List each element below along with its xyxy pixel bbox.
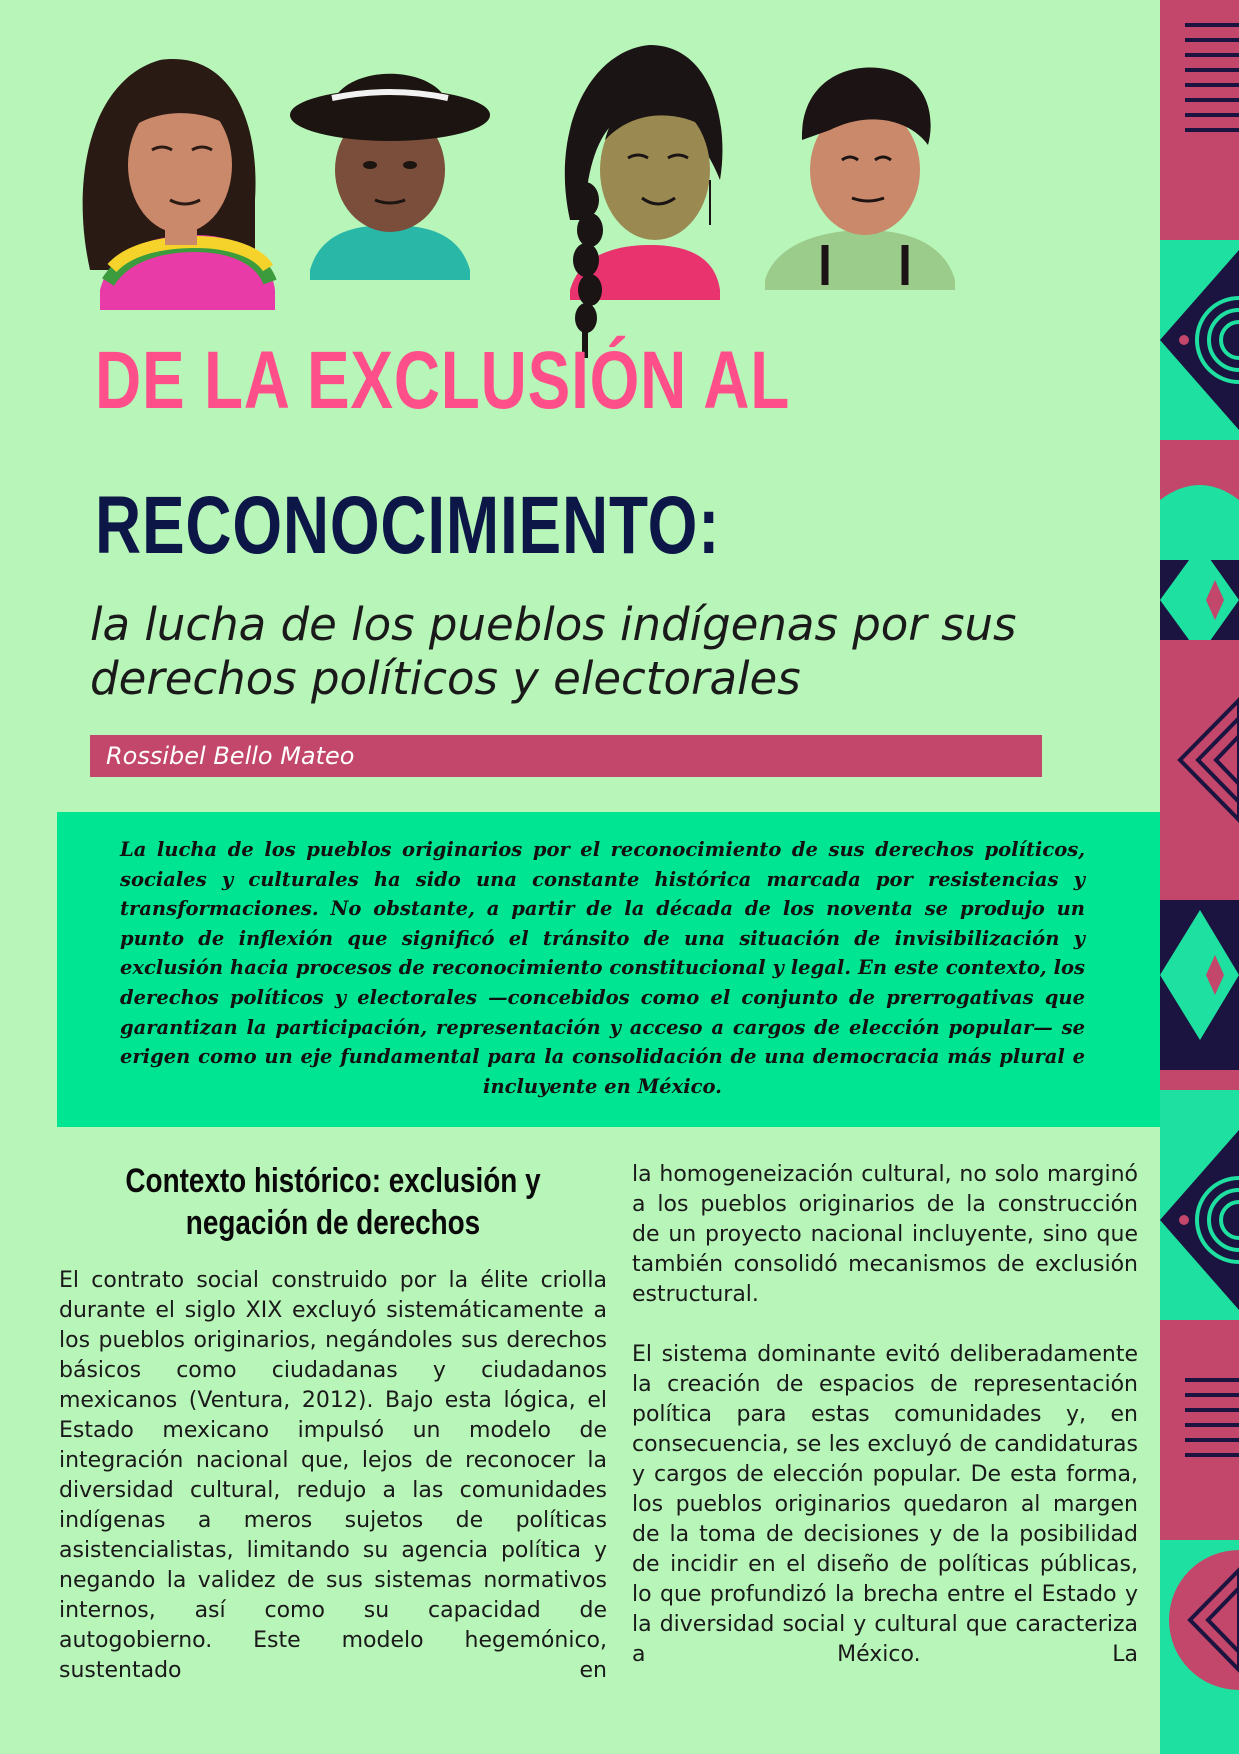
title-line-1: DE LA EXCLUSIÓN AL [95,335,791,426]
abstract-text: La lucha de los pueblos originarios por el reconocimiento de sus derechos políticos, sociales y culturales ha sido una constante histórica marcada por resistencias y transformaciones. No obstante, a partir de la década de los noventa se produjo un punto de inflexión que significó el tránsito de una situación de invisibilización y exclusión hacia procesos de reconocimiento constitucional y legal. En este contexto, los derechos políticos y electorales —concebidos como el conjunto de prerrogativas que garantizan la participación, representación y acceso a cargos de elección popular— se erigen como un eje fundamental para la consolidación de una democracia más plural e incluyente en México. [120,838,1085,1098]
person-man-suspenders [765,68,955,290]
body-paragraph-left: El contrato social construido por la élite criolla durante el siglo XIX excluyó sistemáticamente a los pueblos originarios, negándoles sus derechos básicos como ciudadanas y ciudadanos mexicanos (Ventura, 2012). Bajo esta lógica, el Estado mexicano impulsó un modelo de integración nacional que, lejos de reconocer la diversidad cultural, redujo a las comunidades indígenas a meros sujetos de políticas asistencialistas, limitando su agencia política y negando la validez de sus sistemas normativos internos, así como su capacidad de autogobierno. Este modelo hegemónico, sustentado en [59,1268,607,1683]
body-paragraph-right-2: El sistema dominante evitó deliberadamente la creación de espacios de representación política para estas comunidades y, en consecuencia, se les excluyó de candidaturas y cargos de elección popular. De esta forma, los pueblos originarios quedaron al margen de la toma de decisiones y de la posibilidad de incidir en el diseño de políticas públicas, lo que profundizó la brecha entre el Estado y la diversidad social y cultural que caracteriza a México. La [632,1342,1138,1667]
body-paragraph-right-1: la homogeneización cultural, no solo marginó a los pueblos originarios de la construcción de un proyecto nacional incluyente, sino que también consolidó mecanismos de exclusión estructural. [632,1162,1138,1307]
paragraph-gap [632,1310,1138,1340]
author-name: Rossibel Bello Mateo [106,742,355,770]
decorative-side-band [1160,0,1239,1754]
column-left [59,1160,607,1686]
person-boy-hat [290,74,490,280]
subtitle: la lucha de los pueblos indígenas por sus derechos políticos y electorales [90,598,1017,705]
abstract-box [57,812,1160,1127]
person-woman-long-hair [83,59,275,310]
title-line-2: RECONOCIMIENTO: [95,480,721,571]
header-illustration [30,20,1030,370]
author-bar [90,735,1042,777]
section-heading: Contexto histórico: exclusión y negación de derechos [125,1162,541,1242]
person-woman-braid [565,45,723,358]
column-right [632,1160,1138,1670]
